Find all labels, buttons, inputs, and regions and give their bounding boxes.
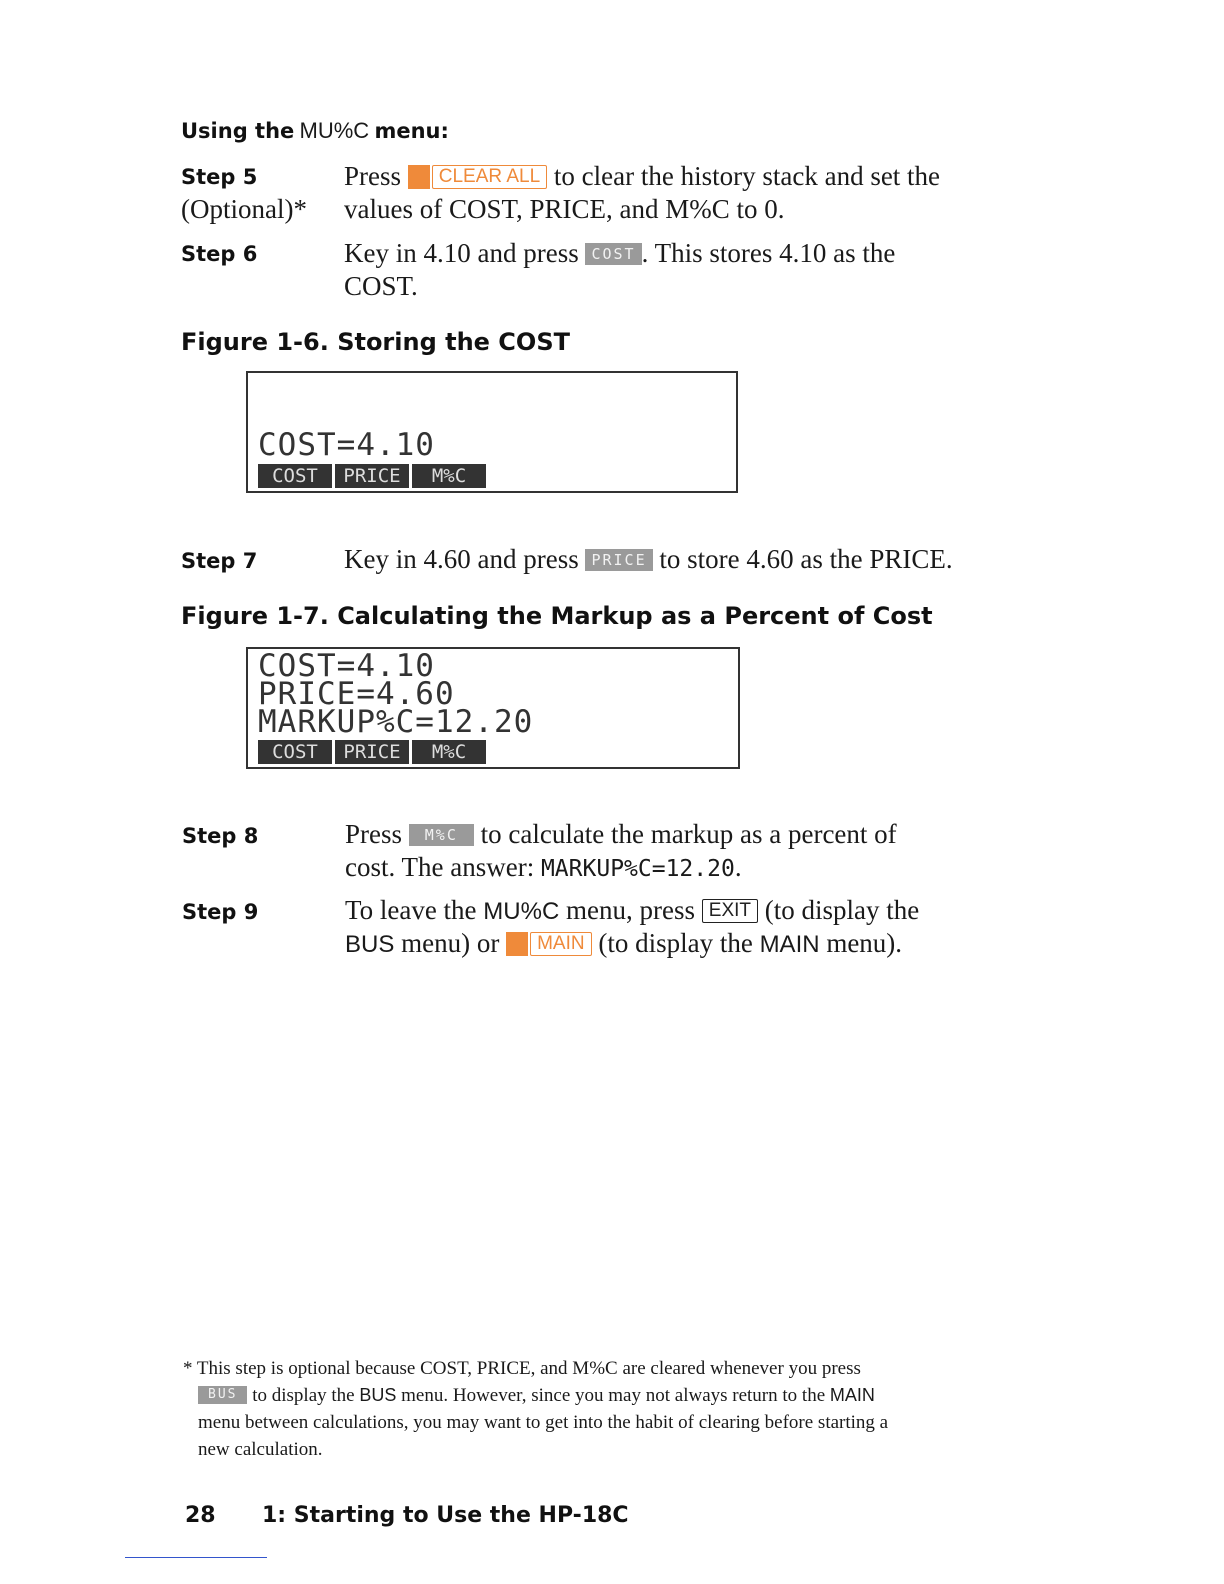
step9-text: To leave the MU%C menu, press EXIT (to display the [345,895,920,925]
price-softkey[interactable]: PRICE [585,549,652,571]
lcd-menu-row [258,464,486,488]
exit-key[interactable]: EXIT [702,899,758,923]
step8-label: Step 8 [182,824,259,848]
step7-label: Step 7 [181,549,258,573]
step5-text: Press CLEAR ALL to clear the history stack and set the [344,161,941,191]
lcd-menu-mpc: M%C [412,464,486,488]
lcd-line-price: PRICE=4.60 [258,676,455,712]
lcd-menu-price: PRICE [335,464,409,488]
footnote: * This step is optional because COST, PRICE, and M%C are cleared whenever you press BUS to display the BUS menu. However, since you may not always return to the MAIN menu between calculations, you may want to get into the habit of clearing before starting a new calculation. [183,1358,889,1460]
lcd-line-cost: COST=4.10 [258,427,435,463]
lcd-menu-cost: COST [258,464,332,488]
section-title: Using the MU%C menu: [181,118,449,143]
step5-label: Step 5 [181,165,258,189]
divider [125,1557,267,1558]
figure-1-6-caption: Figure 1-6. Storing the COST [181,328,570,356]
mpc-softkey[interactable]: M%C [409,824,474,846]
figure-1-7-display [246,647,740,769]
main-key[interactable]: MAIN [530,932,592,956]
step6-text: Key in 4.10 and press COST . This stores 4.10 as the [344,238,896,268]
step8-text: Press M%C to calculate the markup as a percent of [345,819,897,849]
shift-key-icon [506,932,528,956]
page-number: 28 [185,1503,216,1528]
step9-text-line2: BUS menu) or MAIN (to display the MAIN menu). [345,928,903,958]
step6-label: Step 6 [181,242,258,266]
lcd-menu-price: PRICE [335,740,409,764]
bus-softkey[interactable]: BUS [198,1386,247,1404]
lcd-menu-cost: COST [258,740,332,764]
step5-sublabel: (Optional)* [181,194,307,224]
shift-key-icon [408,165,430,189]
chapter-title: 1: Starting to Use the HP-18C [262,1503,629,1528]
lcd-line-cost: COST=4.10 [258,648,435,684]
figure-1-7-caption: Figure 1-7. Calculating the Markup as a Percent of Cost [181,602,933,630]
step5-text-line2: values of COST, PRICE, and M%C to 0. [344,194,785,224]
step8-text-line2: cost. The answer: MARKUP%C=12.20. [345,852,742,882]
lcd-menu-row [258,740,486,764]
lcd-menu-mpc: M%C [412,740,486,764]
step7-text: Key in 4.60 and press PRICE to store 4.60 as the PRICE. [344,544,953,574]
step9-label: Step 9 [182,900,259,924]
step6-text-line2: COST. [344,271,418,301]
answer-readout: MARKUP%C=12.20 [540,856,735,882]
lcd-line-markup: MARKUP%C=12.20 [258,704,534,740]
clear-all-key[interactable]: CLEAR ALL [432,165,547,189]
figure-1-6-display [246,371,738,493]
cost-softkey[interactable]: COST [585,243,641,265]
